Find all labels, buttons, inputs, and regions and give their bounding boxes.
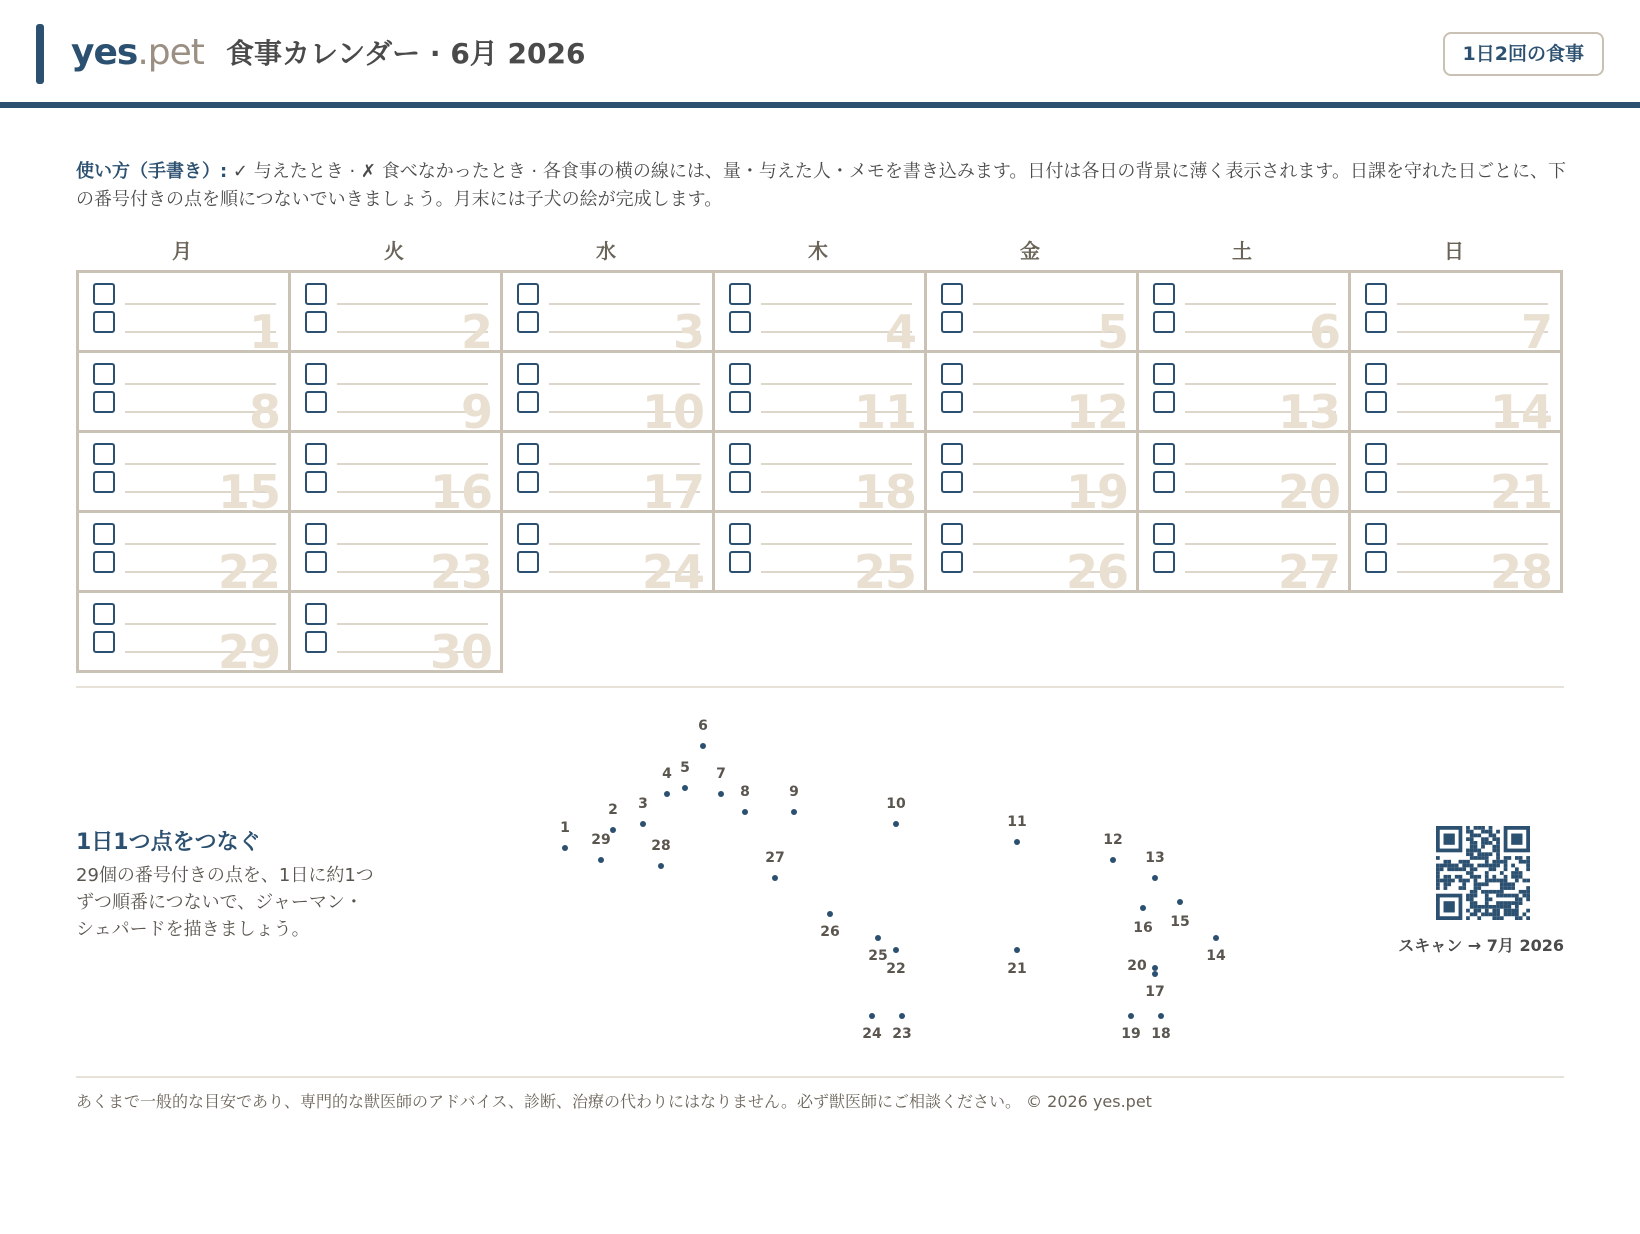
logo-suffix: pet [147,32,204,73]
day-number: 7 [1520,305,1552,353]
meal-1-row [1365,283,1548,307]
puzzle-dot [1152,965,1158,971]
meal-checkbox[interactable] [517,311,539,333]
calendar-day [288,430,503,513]
puzzle-dot [1152,875,1158,881]
meal-checkbox[interactable] [729,363,751,385]
puzzle-dot [893,821,899,827]
calendar-grid [76,270,1564,673]
meal-checkbox[interactable] [729,551,751,573]
header [0,0,1640,108]
puzzle-dot [640,821,646,827]
meal-checkbox[interactable] [1365,551,1387,573]
calendar-day [924,350,1139,433]
calendar-day [924,430,1139,513]
calendar-day [1136,510,1351,593]
calendar-day [500,430,715,513]
qr-scan-label: スキャン → 7月 2026 [1398,936,1564,955]
calendar-day [1136,350,1351,433]
meal-1-row [941,523,1124,547]
puzzle-dot [772,875,778,881]
meal-1-row [941,363,1124,387]
day-number: 28 [1489,545,1552,593]
meals-per-day-badge: 1日2回の食事 [1443,32,1604,76]
meal-checkbox[interactable] [941,523,963,545]
meal-1-row [305,603,488,627]
logo [71,30,204,76]
meal-checkbox[interactable] [517,471,539,493]
weekday-mon: 月 [172,239,192,263]
weekday-sun: 日 [1444,239,1464,263]
calendar-day [76,350,291,433]
calendar-day [500,350,715,433]
puzzle-dot [682,785,688,791]
calendar-day [76,590,291,673]
puzzle-dot-label: 14 [1206,948,1226,964]
puzzle-dot-label: 20 [1127,958,1147,974]
day-number: 10 [641,385,704,433]
puzzle-dot-label: 3 [638,796,648,812]
calendar-day [1348,270,1563,353]
puzzle-dot [899,1013,905,1019]
puzzle-dot [1158,1013,1164,1019]
meal-checkbox[interactable] [517,523,539,545]
meal-checkbox[interactable] [941,551,963,573]
meal-1-row [1365,363,1548,387]
meal-checkbox[interactable] [729,283,751,305]
weekday-header-row [76,236,1564,266]
meal-1-row [93,363,276,387]
day-number: 22 [217,545,280,593]
calendar-day [1136,430,1351,513]
puzzle-dot-label: 23 [892,1026,912,1042]
puzzle-dot-label: 21 [1007,961,1027,977]
puzzle-dot [598,857,604,863]
puzzle-dot [664,791,670,797]
puzzle-dot [827,911,833,917]
puzzle-dot-label: 19 [1121,1026,1141,1042]
meal-checkbox[interactable] [305,523,327,545]
puzzle-dot [1177,899,1183,905]
day-number: 19 [1065,465,1128,513]
meal-checkbox[interactable] [93,471,115,493]
meal-1-row [729,523,912,547]
calendar-day [500,510,715,593]
meal-1-row [941,443,1124,467]
puzzle-dot [1014,947,1020,953]
meal-checkbox[interactable] [941,311,963,333]
puzzle-dot [700,743,706,749]
puzzle-dot-label: 25 [868,948,888,964]
meal-checkbox[interactable] [941,283,963,305]
day-number: 5 [1096,305,1128,353]
meal-1-row [517,283,700,307]
meal-checkbox[interactable] [729,391,751,413]
puzzle-dot-label: 5 [680,760,690,776]
puzzle-dot-label: 13 [1145,850,1165,866]
puzzle-dot [1140,905,1146,911]
puzzle-dot-label: 9 [789,784,799,800]
connect-dots-title: 1日1つ点をつなぐ [76,830,261,855]
meal-1-row [1153,523,1336,547]
meal-checkbox[interactable] [93,631,115,653]
day-number: 24 [641,545,704,593]
day-number: 23 [429,545,492,593]
meal-checkbox[interactable] [1365,311,1387,333]
meal-checkbox[interactable] [93,391,115,413]
meal-checkbox[interactable] [729,311,751,333]
meal-checkbox[interactable] [93,551,115,573]
day-number: 18 [853,465,916,513]
puzzle-dot [869,1013,875,1019]
day-number: 6 [1308,305,1340,353]
meal-1-row [305,523,488,547]
calendar-day [712,430,927,513]
instructions [76,158,1566,214]
meal-1-row [1153,443,1336,467]
day-number: 11 [853,385,916,433]
meal-checkbox[interactable] [305,363,327,385]
day-number: 13 [1277,385,1340,433]
meal-checkbox[interactable] [1153,363,1175,385]
puzzle-dot-label: 27 [765,850,785,866]
calendar-day [500,270,715,353]
meal-checkbox[interactable] [517,283,539,305]
puzzle-dot-label: 16 [1133,920,1153,936]
meal-checkbox[interactable] [1365,471,1387,493]
meal-checkbox[interactable] [305,551,327,573]
puzzle-dot-label: 2 [608,802,618,818]
puzzle-dot-label: 10 [886,796,906,812]
meal-checkbox[interactable] [305,471,327,493]
day-number: 27 [1277,545,1340,593]
meal-1-row [93,443,276,467]
meal-1-row [305,283,488,307]
logo-main: yes [71,32,138,73]
instructions-lead: 使い方（手書き）: [76,161,228,182]
day-number: 12 [1065,385,1128,433]
puzzle-dot-label: 11 [1007,814,1027,830]
calendar-day [288,510,503,593]
meal-checkbox[interactable] [1153,283,1175,305]
calendar-day [712,510,927,593]
meal-checkbox[interactable] [305,631,327,653]
puzzle-dot [1110,857,1116,863]
meal-checkbox[interactable] [305,311,327,333]
meal-1-row [1153,363,1336,387]
puzzle-dot [742,809,748,815]
meal-1-row [1365,443,1548,467]
calendar-day [288,350,503,433]
meal-checkbox[interactable] [93,283,115,305]
calendar-day [76,510,291,593]
meal-checkbox[interactable] [1153,311,1175,333]
meal-checkbox[interactable] [941,391,963,413]
puzzle-dot-label: 6 [698,718,708,734]
puzzle-dot [562,845,568,851]
meal-checkbox[interactable] [517,443,539,465]
header-accent-bar [36,24,44,84]
calendar-day [1348,430,1563,513]
meal-checkbox[interactable] [517,391,539,413]
meal-checkbox[interactable] [93,311,115,333]
puzzle-dot-label: 17 [1145,984,1165,1000]
meal-checkbox[interactable] [1153,391,1175,413]
meal-1-row [1153,283,1336,307]
day-number: 9 [460,385,492,433]
weekday-tue: 火 [384,239,404,263]
meal-1-row [305,443,488,467]
meal-1-row [729,283,912,307]
calendar-day [1136,270,1351,353]
calendar-day [288,270,503,353]
meal-1-row [1365,523,1548,547]
puzzle-dot [610,827,616,833]
calendar-day [288,590,503,673]
meal-checkbox[interactable] [1365,363,1387,385]
qr-code-icon [1436,826,1530,920]
puzzle-dot [658,863,664,869]
day-number: 1 [248,305,280,353]
day-number: 16 [429,465,492,513]
day-number: 8 [248,385,280,433]
instructions-text: ✓ 与えたとき · ✗ 食べなかったとき · 各食事の横の線には、量・与えた人・メモを書き込みます。日付は各日の背景に薄く表示されます。日課を守れた日ごとに、下の番号付きの点を順につないでいきましょう。月末には子犬の絵が完成します。 [76,161,1566,210]
meal-1-row [93,523,276,547]
meal-checkbox[interactable] [517,551,539,573]
puzzle-dot-label: 29 [591,832,611,848]
weekday-thu: 木 [808,239,828,263]
puzzle-dot [791,809,797,815]
puzzle-dot-label: 26 [820,924,840,940]
meal-checkbox[interactable] [729,443,751,465]
puzzle-dot-label: 1 [560,820,570,836]
day-number: 20 [1277,465,1340,513]
footer-divider [76,1076,1564,1078]
meal-checkbox[interactable] [93,443,115,465]
meal-checkbox[interactable] [1153,471,1175,493]
meal-checkbox[interactable] [1365,283,1387,305]
meal-checkbox[interactable] [941,363,963,385]
meal-checkbox[interactable] [305,443,327,465]
meal-checkbox[interactable] [1365,523,1387,545]
puzzle-dot [875,935,881,941]
day-number: 3 [672,305,704,353]
meal-checkbox[interactable] [1365,443,1387,465]
calendar-day [712,270,927,353]
day-number: 30 [429,625,492,673]
connect-dots-description: 29個の番号付きの点を、1日に約1つずつ順番につないで、ジャーマン・シェパードを描きましょう。 [76,865,374,940]
puzzle-dot-label: 8 [740,784,750,800]
calendar-day [76,430,291,513]
calendar-day [76,270,291,353]
meal-1-row [941,283,1124,307]
calendar-day [924,510,1139,593]
puzzle-dot [1213,935,1219,941]
puzzle-dot-label: 24 [862,1026,882,1042]
meal-1-row [93,283,276,307]
puzzle-dot [1014,839,1020,845]
meal-checkbox[interactable] [93,523,115,545]
puzzle-dot [718,791,724,797]
section-divider [76,686,1564,688]
day-number: 2 [460,305,492,353]
meal-checkbox[interactable] [729,471,751,493]
meal-checkbox[interactable] [941,443,963,465]
calendar-day [712,350,927,433]
day-number: 21 [1489,465,1552,513]
weekday-fri: 金 [1020,239,1040,263]
puzzle-dot-label: 18 [1151,1026,1171,1042]
puzzle-dot-label: 22 [886,961,906,977]
puzzle-dot-label: 15 [1170,914,1190,930]
meal-checkbox[interactable] [93,363,115,385]
weekday-wed: 水 [596,239,616,263]
puzzle-dot [1128,1013,1134,1019]
day-number: 29 [217,625,280,673]
puzzle-dot-label: 7 [716,766,726,782]
calendar-day [1348,510,1563,593]
meal-1-row [729,443,912,467]
puzzle-dot [893,947,899,953]
day-number: 17 [641,465,704,513]
meal-checkbox[interactable] [305,391,327,413]
meal-1-row [517,523,700,547]
meal-checkbox[interactable] [305,603,327,625]
meal-checkbox[interactable] [729,523,751,545]
weekday-sat: 土 [1232,239,1252,263]
calendar-day [1348,350,1563,433]
footer-disclaimer: あくまで一般的な目安であり、専門的な獣医師のアドバイス、診断、治療の代わりにはなりません。必ず獣医師にご相談ください。 © 2026 yes.pet [76,1092,1152,1111]
meal-checkbox[interactable] [517,363,539,385]
meal-1-row [517,363,700,387]
puzzle-dot-label: 4 [662,766,672,782]
day-number: 4 [884,305,916,353]
meal-checkbox[interactable] [1365,391,1387,413]
meal-checkbox[interactable] [1153,443,1175,465]
meal-checkbox[interactable] [1153,523,1175,545]
day-number: 14 [1489,385,1552,433]
puzzle-dot-label: 12 [1103,832,1123,848]
meal-1-row [305,363,488,387]
meal-checkbox[interactable] [941,471,963,493]
day-number: 15 [217,465,280,513]
puzzle-dot-label: 28 [651,838,671,854]
dot-to-dot-puzzle [0,700,1640,1060]
day-number: 25 [853,545,916,593]
meal-1-row [517,443,700,467]
meal-1-row [93,603,276,627]
page-title: 食事カレンダー · 6月 2026 [226,37,586,70]
meal-checkbox[interactable] [305,283,327,305]
calendar-day [924,270,1139,353]
meal-checkbox[interactable] [1153,551,1175,573]
puzzle-dot [1152,971,1158,977]
meal-checkbox[interactable] [93,603,115,625]
meal-1-row [729,363,912,387]
logo-dot: . [137,32,148,73]
day-number: 26 [1065,545,1128,593]
